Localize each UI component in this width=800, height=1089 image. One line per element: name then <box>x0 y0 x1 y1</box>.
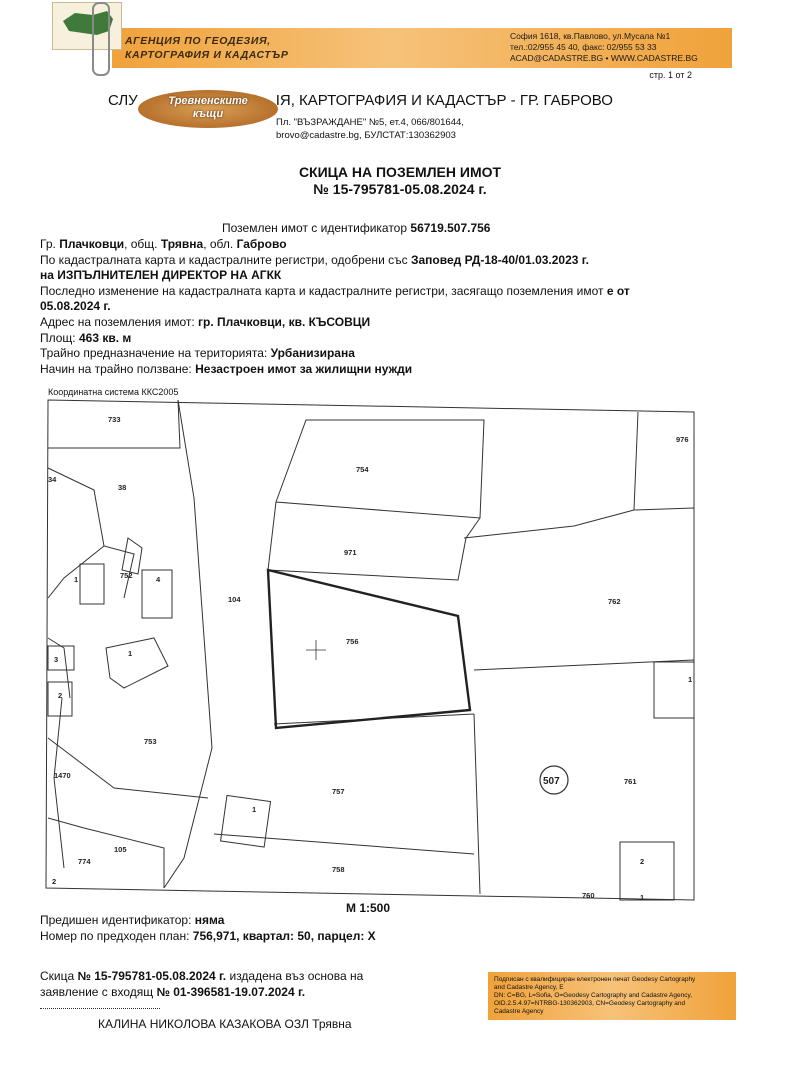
boundary <box>48 738 208 798</box>
parcel-label: 752 <box>120 571 133 580</box>
service-title-left: СЛУ <box>108 92 138 109</box>
boundary <box>276 420 484 518</box>
building <box>620 842 674 900</box>
boundary <box>464 510 634 538</box>
contact-address: София 1618, кв.Павлово, ул.Мусала №1 <box>510 31 671 41</box>
parcel-label: 754 <box>356 465 369 474</box>
parcel-label: 774 <box>78 857 91 866</box>
parcel-label: 758 <box>332 865 345 874</box>
parcel-label: 104 <box>228 595 241 604</box>
building <box>106 638 168 688</box>
area-line: Площ: 463 кв. м <box>40 331 132 345</box>
building <box>221 795 271 847</box>
parcel-label: 762 <box>608 597 621 606</box>
signer-name: КАЛИНА НИКОЛОВА КАЗАКОВА ОЗЛ Трявна <box>98 1017 352 1031</box>
boundary <box>634 412 694 510</box>
parcel-centroid-cross <box>306 640 326 660</box>
contact-email: ACAD@CADASTRE.BG • WWW.CADASTRE.BG <box>510 53 698 63</box>
parcel-label: 1 <box>640 893 645 902</box>
approval-line: По кадастралната карта и кадастралните регистри, одобрени със Заповед РД-18-40/01.03.2023 г. <box>40 253 589 267</box>
parcel-label: 971 <box>344 548 357 557</box>
approval-authority: на ИЗПЪЛНИТЕЛЕН ДИРЕКТОР НА АГКК <box>40 268 282 282</box>
parcel-label: 1 <box>128 649 133 658</box>
document-title: СКИЦА НА ПОЗЕМЛЕН ИМОТ <box>298 164 502 180</box>
page-indicator: стр. 1 от 2 <box>649 70 692 80</box>
parcel-label: 1 <box>252 805 257 814</box>
contact-phone: тел.:02/955 45 40, факс: 02/955 53 33 <box>510 42 657 52</box>
boundary <box>214 834 474 854</box>
parcel-label: 2 <box>640 857 645 866</box>
electronic-seal: Подписан с квалифициран електронен печат Geodesy Cartography and Cadastre Agency, E DN: C=BG, L=Sofia, O=Geodesy Cartography and Cadastre Agency, OID.2.5.4.97=NTRBG-130362903, CN=Geodesy Cartography and Cadastre Agency <box>494 976 696 1015</box>
boundary <box>48 400 180 448</box>
parcel-label: 1470 <box>54 771 71 780</box>
parcel-label: 4 <box>156 575 161 584</box>
boundary <box>54 698 64 868</box>
cadastral-map <box>44 398 698 902</box>
building <box>80 564 104 604</box>
building <box>122 538 142 574</box>
document-number: № 15-795781-05.08.2024 г. <box>313 181 487 197</box>
address-line: Адрес на поземления имот: гр. Плачковци, кв. КЪСОВЦИ <box>40 315 371 329</box>
boundary <box>474 714 480 894</box>
parcel-label: 976 <box>676 435 689 444</box>
bulgaria-map-icon <box>53 3 121 49</box>
territory-purpose-line: Трайно предназначение на територията: Урбанизирана <box>40 346 355 360</box>
subject-parcel-756 <box>268 570 470 728</box>
agency-name <box>125 34 288 62</box>
parcel-label: 757 <box>332 787 345 796</box>
parcel-label: 2 <box>58 691 63 700</box>
parcel-label: 753 <box>144 737 157 746</box>
boundary <box>164 400 212 888</box>
issued-line: Скица № 15-795781-05.08.2024 г. издадена въз основа на <box>40 969 364 983</box>
parcel-id: 56719.507.756 <box>410 221 491 235</box>
previous-id-line: Предишен идентификатор: няма <box>40 913 225 927</box>
parcel-label: 2 <box>52 877 57 886</box>
location-line: Гр. Плачковци, общ. Трявна, обл. Габрово <box>40 237 287 251</box>
boundary <box>268 502 480 580</box>
signature-dotted-line <box>40 1008 160 1009</box>
parcel-label: 761 <box>624 777 637 786</box>
agency-name-line1: АГЕНЦИЯ ПО ГЕОДЕЗИЯ, <box>125 35 271 47</box>
service-title-right: ІЯ, КАРТОГРАФИЯ И КАДАСТЪР - ГР. ГАБРОВО <box>275 92 613 109</box>
parcel-label: 105 <box>114 845 127 854</box>
parcel-label: 3 <box>54 655 59 664</box>
usage-line: Начин на трайно ползване: Незастроен имот за жилищни нужди <box>40 362 413 376</box>
application-line: заявление с входящ № 01-396581-19.07.2024 г. <box>40 985 306 999</box>
paperclip-icon <box>92 2 110 76</box>
parcel-label: 1 <box>74 575 79 584</box>
parcel-id-line: Поземлен имот с идентификатор 56719.507.756 <box>222 221 491 235</box>
last-change-date: 05.08.2024 г. <box>40 299 111 313</box>
previous-plan-line: Номер по предходен план: 756,971, квартал: 50, парцел: Х <box>40 929 376 943</box>
boundary <box>48 546 104 598</box>
parcel-label: 38 <box>118 483 127 492</box>
building <box>654 662 694 718</box>
agency-name-line2: КАРТОГРАФИЯ И КАДАСТЪР <box>125 49 289 61</box>
map-frame <box>46 400 694 900</box>
agency-logo <box>52 2 122 50</box>
trevnenski-kashti-stamp: Тревненските къщи <box>138 90 278 128</box>
parcel-label: 756 <box>346 637 359 646</box>
parcel-label: 760 <box>582 891 595 900</box>
building <box>48 646 74 670</box>
parcel-label: 1 <box>688 675 693 684</box>
boundary <box>48 638 70 698</box>
service-address: Пл. "ВЪЗРАЖДАНЕ" №5, ет.4, 066/801644, brovo@cadastre.bg, БУЛСТАТ:130362903 <box>276 117 464 141</box>
coordinate-system-label: Координатна система ККС2005 <box>48 387 179 397</box>
map-scale: М 1:500 <box>346 901 391 915</box>
parcel-label: 34 <box>48 475 57 484</box>
parcel-label: 733 <box>108 415 121 424</box>
agency-contact <box>510 31 698 64</box>
parcel-label: 507 <box>543 776 560 787</box>
last-change-line: Последно изменение на кадастралната карта и кадастралните регистри, засягащо поземления имот е от <box>40 284 630 298</box>
boundary <box>48 818 164 888</box>
